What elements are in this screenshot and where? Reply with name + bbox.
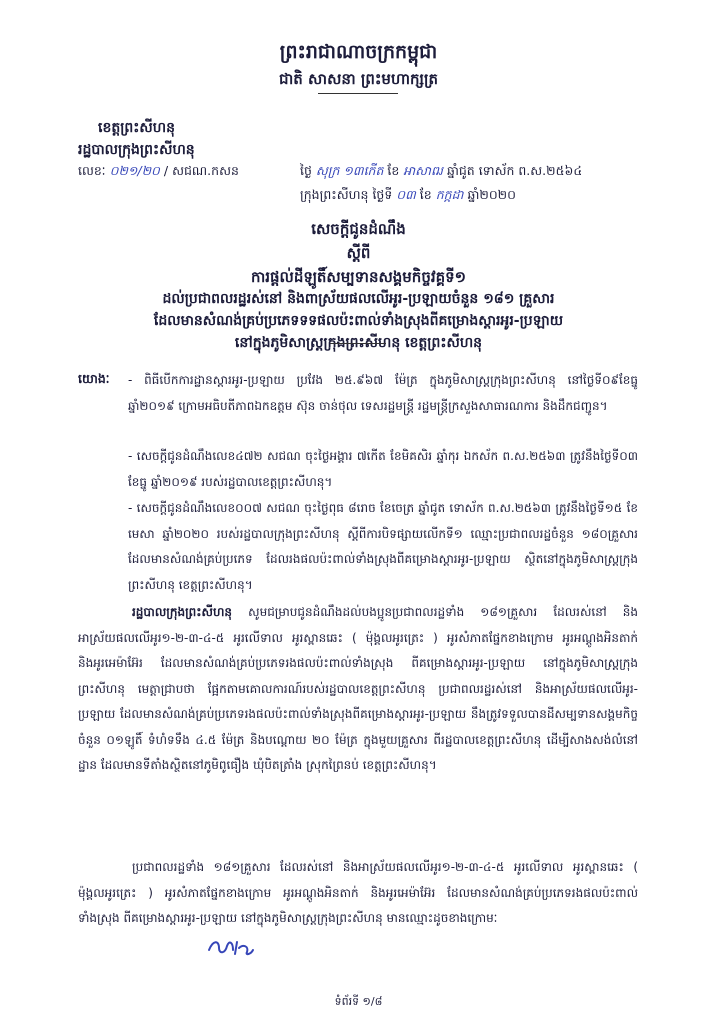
solar-month-handwritten: កក្កដា (435, 187, 464, 202)
reference-item-1: - ពិធីបើកការដ្ឋានស្តារអូរ-ប្រឡាយ ប្រវែង ២៥.៩៦៧ ម៉ែត្រ ក្នុងភូមិសាស្ត្រក្រុងព្រះសីហនុ នៅថ្ងៃទី០៩ខែធ្នូ ឆ្នាំ២០១៩ ក្រោមអធិបតីភាពឯកឧត្តម ស៊ុន ចាន់ថុល ទេសរដ្ឋមន្ត្រី រដ្ឋមន្ត្រីក្រសួងសាធារណការ និងដឹកជញ្ជូន។ (128, 373, 638, 413)
lunar-month-handwritten: អាសាឍ (403, 163, 443, 178)
motto-divider (318, 93, 398, 94)
initials-signature (205, 936, 255, 958)
body-paragraph-2-text: ប្រជាពលរដ្ឋទាំង ១៨១គ្រួសារ ដែលរស់នៅ និងអាស្រ័យផលលើអូរ១-២-៣-៤-៥ អូរលើទាល អូរស្ពានឆេះ ( ម៉ុង្គលអូរត្រេះ ) អូរសំភាតផ្នែកខាងក្រោម អូរអណ្តូងអិនតាក់ និងអូរអេម៉ាអ៊ែរ ដែលមានសំណង់គ្រប់ប្រភេទរងផលប៉ះពាល់ទាំងស្រុង ពីគម្រោងស្តារអូរ-ប្រឡាយ នៅក្នុងភូមិសាស្ត្រក្រុងព្រះសីហនុ មានឈ្មោះដូចខាងក្រោមៈ (78, 860, 638, 925)
lunar-day-handwritten: សុក្រ ១៣កើត (315, 163, 384, 178)
lunar-date-line (300, 163, 582, 182)
notice-subject-label: ស្តីពី (346, 244, 371, 262)
body-paragraph-2 (78, 855, 638, 932)
reference-number-label: លេខៈ (78, 163, 106, 178)
title-divider (330, 343, 386, 344)
notice-title: សេចក្តីជូនដំណឹង (311, 220, 406, 238)
solar-date-prefix: ក្រុងព្រះសីហនុ ថ្ងៃទី (300, 187, 393, 202)
lunar-month-label: ខែ (387, 163, 400, 178)
administration-name: រដ្ឋបាលក្រុងព្រះសីហនុ (78, 142, 195, 158)
solar-month-label: ខែ (419, 187, 432, 202)
reference-item-3: - សេចក្តីជូនដំណឹងលេខ០០៧ សជណ ចុះថ្ងៃពុធ ៨រោច ខែចេត្រ ឆ្នាំជូត ទោស័ក ព.ស.២៥៦៣ ត្រូវនឹងថ្ងៃទី១៥ ខែមេសា ឆ្នាំ២០២០ របស់រដ្ឋបាលក្រុងព្រះសីហនុ ស្តីពីការបិទផ្សាយលើកទី១ ឈ្មោះប្រជាពលរដ្ឋចំនួន ១៨០គ្រួសារ ដែលមានសំណង់គ្រប់ប្រភេទ ដែលរងផលប៉ះពាល់ទាំងស្រុងពីគម្រោងស្តារអូរ-ប្រឡាយ ស្ថិតនៅក្នុងភូមិសាស្ត្រក្រុងព្រះសីហនុ ខេត្តព្រះសីហនុ។ (128, 501, 638, 592)
solar-day-handwritten: ០៣ (396, 187, 416, 202)
province-name: ខេត្តព្រះសីហនុ (98, 120, 175, 136)
lunar-date-prefix: ថ្ងៃ (300, 163, 312, 178)
reference-item-2: - សេចក្តីជូនដំណឹងលេខ៤៧២ សជណ ចុះថ្ងៃអង្គារ ៧កើត ខែមិគសិរ ឆ្នាំកុរ ឯកស័ក ព.ស.២៥៦៣ ត្រូវនឹងថ្ងៃទី០៣ ខែធ្នូ ឆ្នាំ២០១៩ របស់រដ្ឋបាលខេត្តព្រះសីហនុ។ (128, 449, 638, 489)
reference-number-suffix: សជណ.កសន (172, 163, 239, 178)
solar-date-line (300, 187, 516, 206)
notice-subject-line-1: ការផ្តល់ដីឡូតិ៍សម្បទានសង្គមកិច្ចវគ្គទី១ (250, 268, 467, 286)
national-motto: ជាតិ សាសនា ព្រះមហាក្សត្រ (279, 70, 438, 88)
kingdom-heading: ព្រះរាជាណាចក្រកម្ពុជា (279, 41, 438, 63)
page-number: ទំព័រទី ១/៨ (334, 995, 383, 1008)
body-paragraph-1-text: សូមជម្រាបជូនដំណឹងដល់បងប្អូនប្រជាពលរដ្ឋទាំង ១៨១គ្រួសារ ដែលរស់នៅ និងអាស្រ័យផលលើអូរ១-២-៣-៤-៥ អូរលើទាល អូរស្ពានឆេះ ( ម៉ុង្គលអូរត្រេះ ) អូរសំភាតផ្នែកខាងក្រោម អូរអណ្តូងអិនតាក់ និងអូរអេម៉ាអ៊ែរ ដែលមានសំណង់គ្រប់ប្រភេទរងផលប៉ះពាល់ទាំងស្រុង ពីគម្រោងស្តារអូរ-ប្រឡាយ នៅក្នុងភូមិសាស្ត្រក្រុងព្រះសីហនុ មេត្តាជ្រាបថា ផ្អែកតាមគោលការណ៍របស់រដ្ឋបាលខេត្តព្រះសីហនុ ប្រជាពលរដ្ឋរស់នៅ និងអាស្រ័យផលលើអូរ-ប្រឡាយ ដែលមានសំណង់គ្រប់ប្រភេទរងផលប៉ះពាល់ទាំងស្រុងពីគម្រោងស្តារអូរ-ប្រឡាយ នឹងត្រូវទទួលបានដីសម្បទានសង្គមកិច្ចចំនួន ០១ឡូតិ៍ ទំហំទទឹង ៤.៥ ម៉ែត្រ និងបណ្តោយ ២០ ម៉ែត្រ ក្នុងមួយគ្រួសារ ពីរដ្ឋបាលខេត្តព្រះសីហនុ ដើម្បីសាងសង់លំនៅដ្ឋាន ដែលមានទីតាំងស្ថិតនៅភូមិពូធឿង ឃុំបិតត្រាំង ស្រុកព្រៃនប់ ខេត្តព្រះសីហនុ។ (78, 605, 638, 772)
body-paragraph-1-lead: រដ្ឋបាលក្រុងព្រះសីហនុ (132, 605, 233, 619)
notice-subject-line-4: នៅក្នុងភូមិសាស្ត្រក្រុងព្រះសីហនុ ខេត្តព្រះសីហនុ (234, 335, 483, 351)
solar-date-suffix: ឆ្នាំ២០២០ (467, 187, 516, 202)
notice-subject-line-3: ដែលមានសំណង់គ្រប់ប្រភេទទទផលប៉ះពាល់ទាំងស្រុងពីគម្រោងស្តារអូរ-ប្រឡាយ (153, 313, 564, 329)
reference-number-handwritten: ០២១/២០ (109, 163, 160, 178)
lunar-date-suffix: ឆ្នាំជូត ទោស័ក ព.ស.២៥៦៤ (446, 163, 583, 178)
references-label: យោងៈ (78, 371, 110, 386)
notice-subject-line-2: ដល់ប្រជាពលរដ្ឋរស់នៅ និងពាស្រ័យផលលើអូរ-ប្រឡាយចំនួន ១៨១ គ្រួសារ (162, 291, 555, 307)
body-paragraph-1 (78, 600, 638, 779)
reference-number: លេខៈ ០២១/២០ / សជណ.កសន (78, 163, 239, 178)
